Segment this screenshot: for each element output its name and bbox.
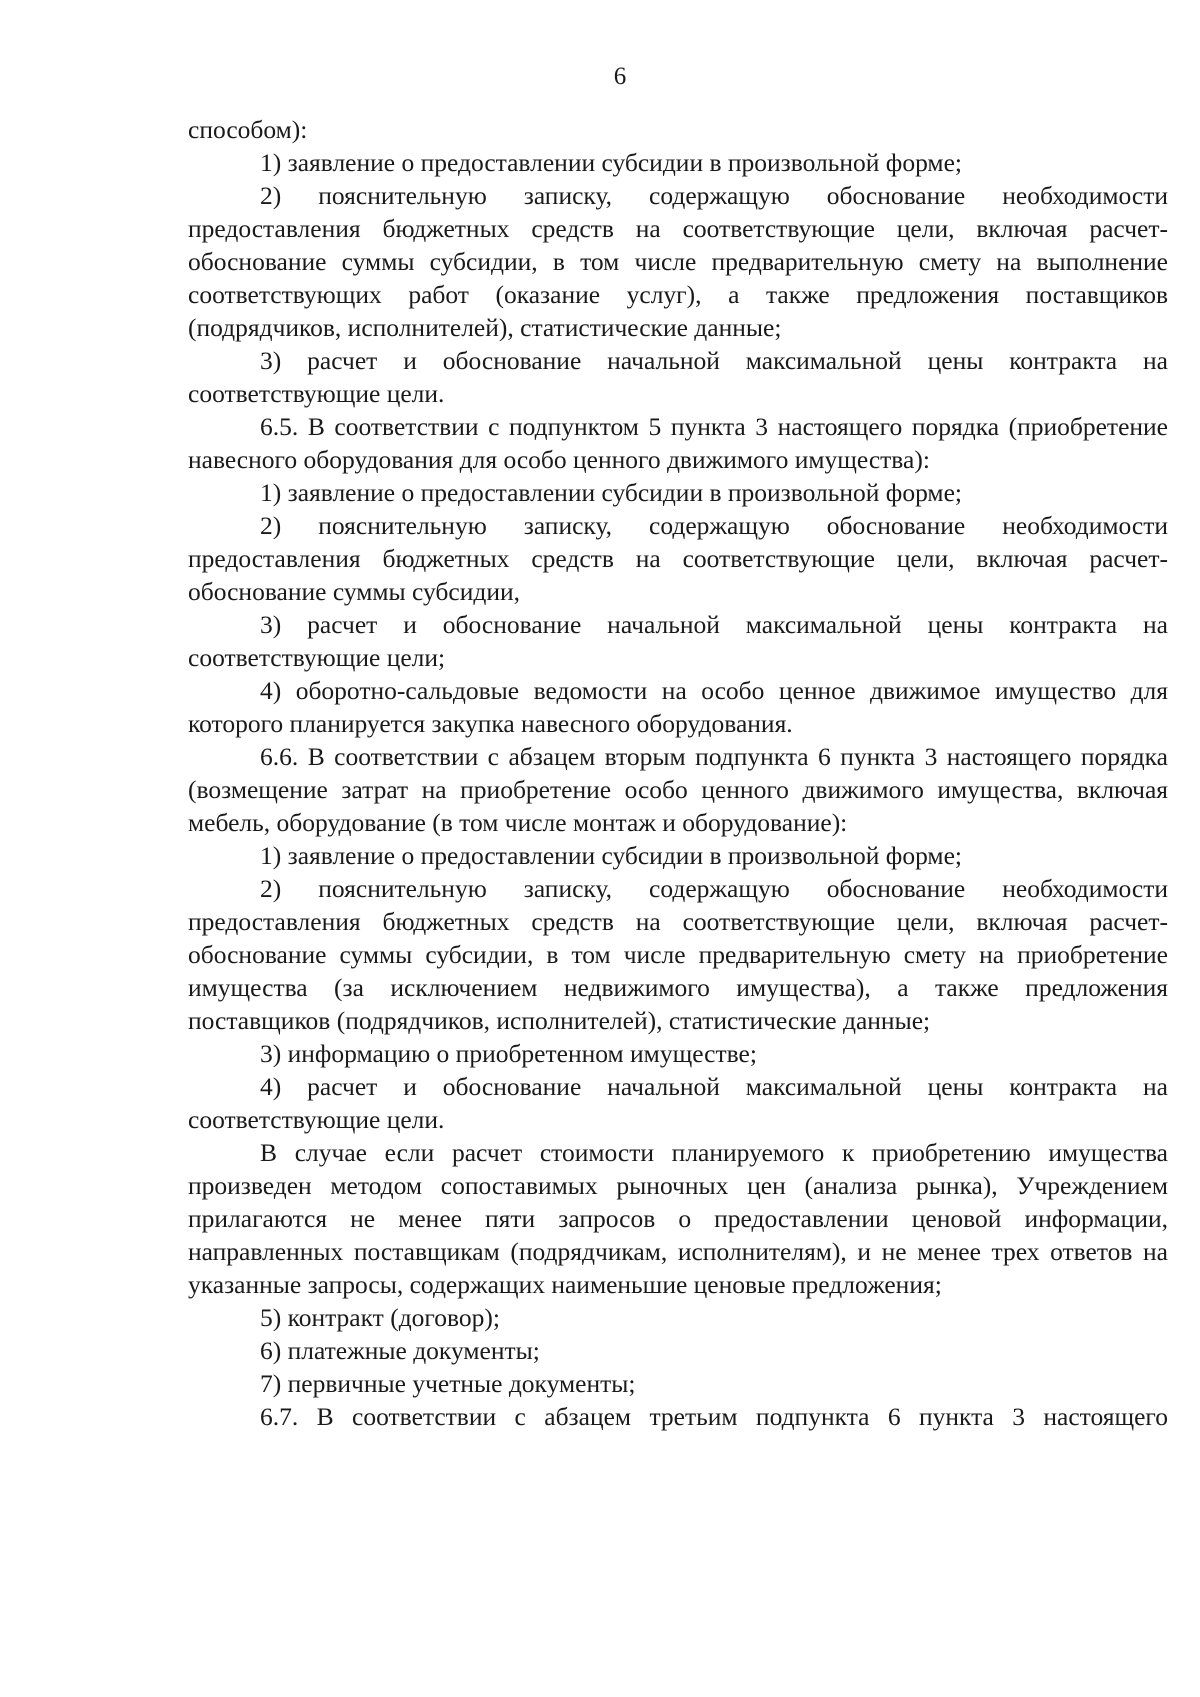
- paragraph: В случае если расчет стоимости планируемого к приобретению имущества произведен методом сопоставимых рыночных цен (анализа рынка), Учреждением прилагаются не менее пяти запросов о предоставлении ценовой информации, направленных поставщикам (подрядчикам, исполнителям), и не менее трех ответов на указанные запросы, содержащих наименьшие ценовые предложения;: [188, 1138, 1168, 1299]
- document-body: [188, 113, 1168, 1433]
- paragraph: 6.5. В соответствии с подпунктом 5 пункта 3 настоящего порядка (приобретение навесного оборудования для особо ценного движимого имущества):: [188, 412, 1168, 474]
- paragraph: 6) платежные документы;: [260, 1336, 540, 1365]
- paragraph: 3) расчет и обоснование начальной максимальной цены контракта на соответствующие цели.: [188, 346, 1168, 408]
- paragraph: 3) расчет и обоснование начальной максимальной цены контракта на соответствующие цели;: [188, 610, 1168, 672]
- paragraph: способом):: [188, 115, 308, 144]
- paragraph: 2) пояснительную записку, содержащую обоснование необходимости предоставления бюджетных средств на соответствующие цели, включая расчет-обоснование суммы субсидии,: [188, 511, 1168, 606]
- paragraph: 3) информацию о приобретенном имуществе;: [260, 1039, 757, 1068]
- paragraph: 6.6. В соответствии с абзацем вторым подпункта 6 пункта 3 настоящего порядка (возмещение затрат на приобретение особо ценного движимого имущества, включая мебель, оборудование (в том числе монтаж и оборудование):: [188, 742, 1168, 837]
- paragraph: 4) оборотно-сальдовые ведомости на особо ценное движимое имущество для которого планируется закупка навесного оборудования.: [188, 676, 1168, 738]
- paragraph: 1) заявление о предоставлении субсидии в произвольной форме;: [260, 148, 962, 177]
- paragraph: 1) заявление о предоставлении субсидии в произвольной форме;: [260, 841, 962, 870]
- paragraph: 6.7. В соответствии с абзацем третьим подпункта 6 пункта 3 настоящего: [260, 1402, 1168, 1431]
- paragraph: 2) пояснительную записку, содержащую обоснование необходимости предоставления бюджетных средств на соответствующие цели, включая расчет-обоснование суммы субсидии, в том числе предварительную смету на выполнение соответствующих работ (оказание услуг), а также предложения поставщиков (подрядчиков, исполнителей), статистические данные;: [188, 181, 1168, 342]
- paragraph: 5) контракт (договор);: [260, 1303, 500, 1332]
- paragraph: 4) расчет и обоснование начальной максимальной цены контракта на соответствующие цели.: [188, 1072, 1168, 1134]
- paragraph: 1) заявление о предоставлении субсидии в произвольной форме;: [260, 478, 962, 507]
- paragraph: 2) пояснительную записку, содержащую обоснование необходимости предоставления бюджетных средств на соответствующие цели, включая расчет-обоснование суммы субсидии, в том числе предварительную смету на приобретение имущества (за исключением недвижимого имущества), а также предложения поставщиков (подрядчиков, исполнителей), статистические данные;: [188, 874, 1168, 1035]
- paragraph: 7) первичные учетные документы;: [260, 1369, 636, 1398]
- page-number: 6: [613, 63, 627, 90]
